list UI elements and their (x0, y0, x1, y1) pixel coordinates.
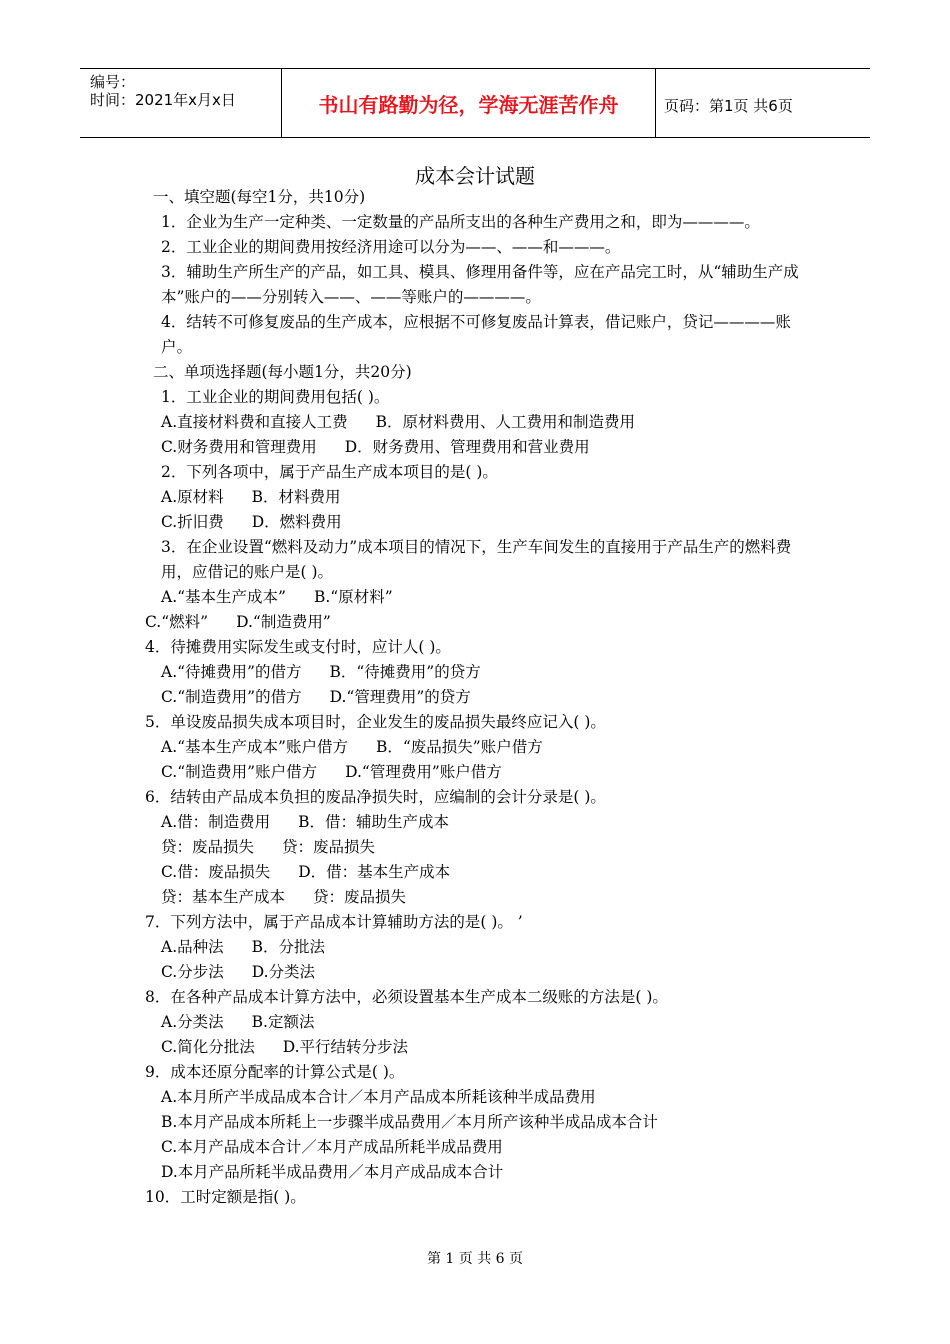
question: 2．工业企业的期间费用按经济用途可以分为——、——和———。 (161, 238, 621, 256)
option: C.财务费用和管理费用 (161, 438, 317, 456)
option-row (145, 760, 810, 785)
question: 1．企业为生产一定种类、一定数量的产品所支出的各种生产费用之和，即为————。 (161, 213, 760, 231)
option: A.品种法 (161, 938, 224, 956)
option: D．借：基本生产成本 (298, 863, 451, 881)
option-row (145, 735, 810, 760)
time-label: 时间：2021年x月x日 (90, 91, 236, 109)
option: B．借：辅助生产成本 (298, 813, 450, 831)
option: D．财务费用、管理费用和营业费用 (344, 438, 590, 456)
document-body (145, 185, 810, 1210)
option: A.借：制造费用 (161, 813, 271, 831)
option: 贷：基本生产成本 (161, 888, 286, 906)
option-row (145, 610, 810, 635)
option-row (145, 660, 810, 685)
option-row (145, 435, 810, 460)
question: 7．下列方法中，属于产品成本计算辅助方法的是( )。 ’ (145, 913, 523, 931)
header-left (90, 73, 236, 109)
question: 4．待摊费用实际发生或支付时，应计人( )。 (145, 638, 451, 656)
question: 8．在各种产品成本计算方法中，必须设置基本生产成本二级账的方法是( )。 (145, 988, 668, 1006)
section-heading: 二、单项选择题(每小题1分，共20分) (153, 363, 412, 381)
option-row (145, 835, 810, 860)
option: C.简化分批法 (161, 1038, 255, 1056)
option-row (145, 1010, 810, 1035)
option: C.“制造费用”账户借方 (161, 763, 318, 781)
option: B.本月产品成本所耗上一步骤半成品费用／本月所产该种半成品成本合计 (161, 1113, 658, 1131)
section-heading: 一、填空题(每空1分，共10分) (153, 188, 366, 206)
option: B．原材料费用、人工费用和制造费用 (375, 413, 636, 431)
option: C.“制造费用”的借方 (161, 688, 302, 706)
question: 10．工时定额是指( )。 (145, 1188, 306, 1206)
option: 贷：废品损失 (282, 838, 376, 856)
option: 贷：废品损失 (313, 888, 407, 906)
header-motto: 书山有路勤为径，学海无涯苦作舟 (281, 69, 656, 137)
option-row (145, 685, 810, 710)
question: 1．工业企业的期间费用包括( )。 (161, 388, 390, 406)
option: A.“基本生产成本” (161, 588, 286, 606)
option: D.“管理费用”的贷方 (329, 688, 471, 706)
option-row (145, 810, 810, 835)
option-row (145, 860, 810, 885)
option: B．“废品损失”账户借方 (375, 738, 543, 756)
page-footer: 第 1 页 共 6 页 (426, 1251, 524, 1267)
option: A.本月所产半成品成本合计／本月产品成本所耗该种半成品费用 (161, 1088, 596, 1106)
option: C.本月产品成本合计／本月产成品所耗半成品费用 (161, 1138, 503, 1156)
option-row (145, 510, 810, 535)
option: C.借：废品损失 (161, 863, 271, 881)
question: 5．单设废品损失成本项目时，企业发生的废品损失最终应记入( )。 (145, 713, 606, 731)
option: A.分类法 (161, 1013, 224, 1031)
option-row (145, 935, 810, 960)
option: D.平行结转分步法 (282, 1038, 409, 1056)
option: B．材料费用 (251, 488, 341, 506)
option: C.分步法 (161, 963, 224, 981)
option-row (145, 585, 810, 610)
option-row (145, 960, 810, 985)
option: D.“管理费用”账户借方 (345, 763, 502, 781)
option: 贷：废品损失 (161, 838, 255, 856)
option: D.“制造费用” (236, 613, 331, 631)
question: 3．在企业设置“燃料及动力”成本项目的情况下，生产车间发生的直接用于产品生产的燃料费用，应借记的账户是( )。 (161, 538, 792, 581)
option: D.分类法 (251, 963, 316, 981)
question: 6．结转由产品成本负担的废品净损失时，应编制的会计分录是( )。 (145, 788, 606, 806)
number-label: 编号： (90, 73, 136, 91)
option: B．分批法 (251, 938, 326, 956)
page-header (80, 68, 870, 138)
option: A.直接材料费和直接人工费 (161, 413, 348, 431)
option: B．“待摊费用”的贷方 (329, 663, 481, 681)
option-row (145, 485, 810, 510)
option: B.定额法 (251, 1013, 315, 1031)
question: 9．成本还原分配率的计算公式是( )。 (145, 1063, 405, 1081)
header-page-label: 页码：第1页 共6页 (664, 97, 793, 115)
option: D.本月产品所耗半成品费用／本月产成品成本合计 (161, 1163, 504, 1181)
option: A.“基本生产成本”账户借方 (161, 738, 348, 756)
option-row (145, 410, 810, 435)
option: D．燃料费用 (251, 513, 342, 531)
option-row (145, 1035, 810, 1060)
option: C.“燃料” (145, 613, 209, 631)
question: 2．下列各项中，属于产品生产成本项目的是( )。 (161, 463, 498, 481)
option-row (145, 885, 810, 910)
option: B.“原材料” (313, 588, 393, 606)
option: A.“待摊费用”的借方 (161, 663, 302, 681)
question: 4．结转不可修复废品的生产成本，应根据不可修复废品计算表，借记账户，贷记————账户。 (161, 313, 791, 356)
question: 3．辅助生产所生产的产品，如工具、模具、修理用备件等，应在产品完工时，从“辅助生产成本”账户的——分别转入——、——等账户的————。 (161, 263, 799, 306)
option: A.原材料 (161, 488, 224, 506)
option: C.折旧费 (161, 513, 224, 531)
page-title: 成本会计试题 (415, 164, 535, 188)
